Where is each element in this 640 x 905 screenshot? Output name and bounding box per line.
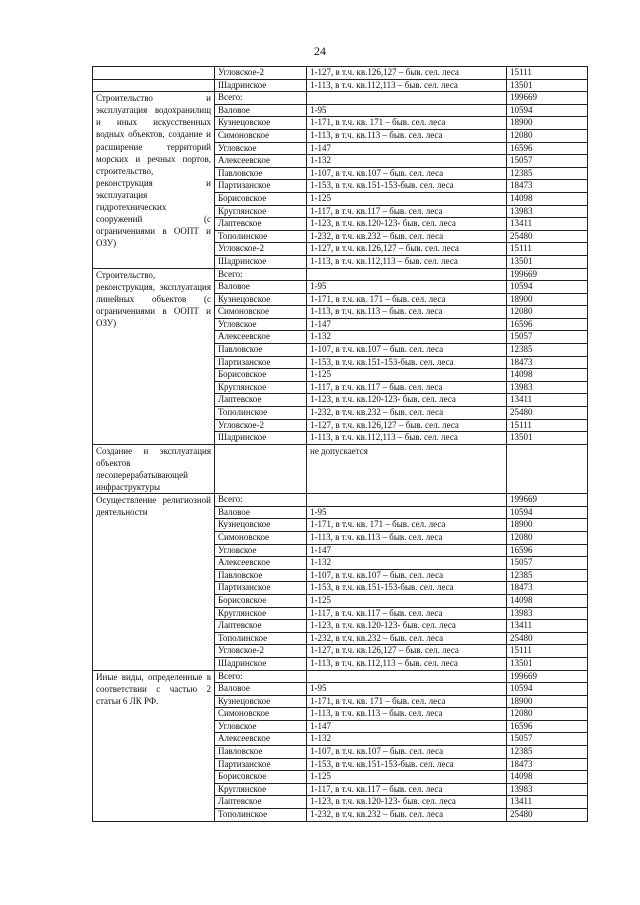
forestry-cell: Круглянское: [215, 607, 307, 620]
area-cell: 18473: [507, 356, 588, 369]
quarters-cell: 1-147: [307, 318, 507, 331]
activity-cell: Строительство и эксплуатация водохранилищ и иных искусственных водных объектов, создание и расширение территорий морских и речных портов, строительство, реконструкция и эксплуатация гидротехнических сооружений (с ограничениями в ООПТ и ОЗУ): [93, 92, 215, 268]
quarters-cell: 1-107, в т.ч. кв.107 – быв. сел. леса: [307, 344, 507, 357]
quarters-cell: 1-127, в т.ч. кв.126,127 – быв. сел. леса: [307, 243, 507, 256]
forestry-cell: Тополинское: [215, 407, 307, 420]
quarters-cell: 1-153, в т.ч. кв.151-153-быв. сел. леса: [307, 180, 507, 193]
forestry-cell: Павловское: [215, 167, 307, 180]
area-cell: 15111: [507, 419, 588, 432]
table-row: [93, 79, 588, 92]
area-cell: 18473: [507, 180, 588, 193]
forestry-cell: Алексеевское: [215, 155, 307, 168]
forestry-cell: Угловское-2: [215, 243, 307, 256]
quarters-cell: 1-232, в т.ч. кв.232 – быв. сел. леса: [307, 809, 507, 822]
forestry-cell: Шадринское: [215, 657, 307, 670]
forestry-cell: Угловское: [215, 142, 307, 155]
forestry-cell: Партизанское: [215, 758, 307, 771]
quarters-cell: 1-117, в т.ч. кв.117 – быв. сел. леса: [307, 607, 507, 620]
forestry-cell: Лаптевское: [215, 796, 307, 809]
forestry-cell: Тополинское: [215, 632, 307, 645]
forestry-cell: Алексеевское: [215, 557, 307, 570]
area-cell: 10594: [507, 683, 588, 696]
quarters-cell: 1-153, в т.ч. кв.151-153-быв. сел. леса: [307, 758, 507, 771]
forestry-cell: Павловское: [215, 344, 307, 357]
area-cell: 199669: [507, 670, 588, 683]
quarters-cell: 1-171, в т.ч. кв. 171 – быв. сел. леса: [307, 695, 507, 708]
quarters-cell: 1-132: [307, 557, 507, 570]
area-cell: 13411: [507, 394, 588, 407]
activity-cell: Иные виды, определенные в соответствии с частью 2 статьи 6 ЛК РФ.: [93, 670, 215, 821]
area-cell: 15111: [507, 67, 588, 80]
quarters-cell: 1-95: [307, 104, 507, 117]
forestry-cell: Симоновское: [215, 708, 307, 721]
quarters-cell: [307, 92, 507, 105]
area-cell: 16596: [507, 318, 588, 331]
forestry-cell: Кузнецовское: [215, 117, 307, 130]
area-cell: 13501: [507, 432, 588, 445]
quarters-cell: 1-117, в т.ч. кв.117 – быв. сел. леса: [307, 381, 507, 394]
area-cell: 13501: [507, 657, 588, 670]
area-cell: 15057: [507, 331, 588, 344]
area-cell: 16596: [507, 544, 588, 557]
forest-use-table: [92, 66, 588, 822]
area-cell: 15111: [507, 645, 588, 658]
quarters-cell: 1-107, в т.ч. кв.107 – быв. сел. леса: [307, 167, 507, 180]
area-cell: 12080: [507, 531, 588, 544]
forestry-cell: Угловское-2: [215, 645, 307, 658]
area-cell: 13411: [507, 218, 588, 231]
area-cell: 13983: [507, 783, 588, 796]
forestry-cell: Симоновское: [215, 531, 307, 544]
area-cell: 15057: [507, 733, 588, 746]
area-cell: 15111: [507, 243, 588, 256]
forestry-cell: Валовое: [215, 506, 307, 519]
area-cell: 12385: [507, 344, 588, 357]
area-cell: 12385: [507, 569, 588, 582]
forestry-cell: [215, 444, 307, 493]
forestry-cell: Круглянское: [215, 783, 307, 796]
forestry-cell: Всего:: [215, 92, 307, 105]
area-cell: 10594: [507, 506, 588, 519]
quarters-cell: 1-123, в т.ч. кв.120-123- быв. сел. леса: [307, 620, 507, 633]
forestry-cell: Шадринское: [215, 432, 307, 445]
area-cell: 13983: [507, 607, 588, 620]
area-cell: 13983: [507, 381, 588, 394]
quarters-cell: 1-171, в т.ч. кв. 171 – быв. сел. леса: [307, 117, 507, 130]
area-cell: 25480: [507, 230, 588, 243]
quarters-cell: 1-147: [307, 142, 507, 155]
forestry-cell: Шадринское: [215, 79, 307, 92]
quarters-cell: 1-125: [307, 594, 507, 607]
forestry-cell: Угловское-2: [215, 419, 307, 432]
forestry-cell: Угловское-2: [215, 67, 307, 80]
forestry-cell: Кузнецовское: [215, 695, 307, 708]
activity-cell: Осуществление религиозной деятельности: [93, 494, 215, 670]
forestry-cell: Кузнецовское: [215, 519, 307, 532]
forestry-cell: Круглянское: [215, 381, 307, 394]
page-number: 24: [314, 44, 326, 58]
quarters-cell: 1-127, в т.ч. кв.126,127 – быв. сел. леса: [307, 645, 507, 658]
forestry-cell: Алексеевское: [215, 733, 307, 746]
quarters-cell: 1-147: [307, 544, 507, 557]
area-cell: 10594: [507, 281, 588, 294]
forestry-cell: Угловское: [215, 720, 307, 733]
table-body: [93, 67, 588, 822]
forestry-cell: Валовое: [215, 683, 307, 696]
quarters-cell: 1-113, в т.ч. кв.112,113 – быв. сел. леса: [307, 657, 507, 670]
area-cell: 12080: [507, 708, 588, 721]
forestry-cell: Лаптевское: [215, 394, 307, 407]
table-row: [93, 67, 588, 80]
quarters-cell: [307, 494, 507, 507]
area-cell: 18900: [507, 695, 588, 708]
quarters-cell: [307, 268, 507, 281]
quarters-cell: 1-127, в т.ч. кв.126,127 – быв. сел. леса: [307, 419, 507, 432]
forestry-cell: Партизанское: [215, 356, 307, 369]
area-cell: 12385: [507, 746, 588, 759]
forestry-cell: Шадринское: [215, 255, 307, 268]
quarters-cell: 1-125: [307, 369, 507, 382]
quarters-cell: 1-113, в т.ч. кв.112,113 – быв. сел. леса: [307, 432, 507, 445]
quarters-cell: 1-95: [307, 281, 507, 294]
area-cell: 13501: [507, 255, 588, 268]
quarters-cell: 1-123, в т.ч. кв.120-123- быв. сел. леса: [307, 796, 507, 809]
area-cell: 15057: [507, 557, 588, 570]
quarters-cell: 1-125: [307, 192, 507, 205]
forestry-cell: Павловское: [215, 569, 307, 582]
table-row: [93, 494, 588, 507]
quarters-cell: 1-113, в т.ч. кв.113 – быв. сел. леса: [307, 708, 507, 721]
quarters-cell: 1-171, в т.ч. кв. 171 – быв. сел. леса: [307, 293, 507, 306]
quarters-cell: 1-107, в т.ч. кв.107 – быв. сел. леса: [307, 746, 507, 759]
quarters-cell: 1-113, в т.ч. кв.113 – быв. сел. леса: [307, 531, 507, 544]
area-cell: 199669: [507, 494, 588, 507]
area-cell: 18900: [507, 293, 588, 306]
area-cell: 14098: [507, 192, 588, 205]
activity-cell: Создание и эксплуатация объектов лесоперерабатывающей инфраструктуры: [93, 444, 215, 493]
area-cell: 18900: [507, 117, 588, 130]
area-cell: 18473: [507, 582, 588, 595]
area-cell: 25480: [507, 809, 588, 822]
quarters-cell: 1-171, в т.ч. кв. 171 – быв. сел. леса: [307, 519, 507, 532]
area-cell: 13501: [507, 79, 588, 92]
area-cell: 15057: [507, 155, 588, 168]
quarters-cell: 1-132: [307, 331, 507, 344]
quarters-cell: 1-113, в т.ч. кв.113 – быв. сел. леса: [307, 306, 507, 319]
forestry-cell: Борисовское: [215, 192, 307, 205]
area-cell: 13983: [507, 205, 588, 218]
quarters-cell: 1-125: [307, 771, 507, 784]
area-cell: 10594: [507, 104, 588, 117]
forestry-cell: Алексеевское: [215, 331, 307, 344]
area-cell: 13411: [507, 620, 588, 633]
quarters-cell: 1-113, в т.ч. кв.113 – быв. сел. леса: [307, 129, 507, 142]
area-cell: 199669: [507, 268, 588, 281]
table-row: [93, 268, 588, 281]
area-cell: 18900: [507, 519, 588, 532]
quarters-cell: 1-117, в т.ч. кв.117 – быв. сел. леса: [307, 205, 507, 218]
quarters-cell: 1-123, в т.ч. кв.120-123- быв. сел. леса: [307, 218, 507, 231]
area-cell: 14098: [507, 771, 588, 784]
table-row: [93, 444, 588, 493]
quarters-cell: 1-113, в т.ч. кв.112,113 – быв. сел. леса: [307, 79, 507, 92]
forestry-cell: Симоновское: [215, 306, 307, 319]
forestry-cell: Валовое: [215, 281, 307, 294]
area-cell: 25480: [507, 632, 588, 645]
quarters-cell: 1-113, в т.ч. кв.112,113 – быв. сел. леса: [307, 255, 507, 268]
forestry-cell: Кузнецовское: [215, 293, 307, 306]
forestry-cell: Партизанское: [215, 582, 307, 595]
area-cell: 25480: [507, 407, 588, 420]
forestry-cell: Борисовское: [215, 369, 307, 382]
forestry-cell: Круглянское: [215, 205, 307, 218]
quarters-cell: 1-232, в т.ч. кв.232 – быв. сел. леса: [307, 632, 507, 645]
forestry-cell: Партизанское: [215, 180, 307, 193]
quarters-cell: 1-95: [307, 683, 507, 696]
quarters-cell: 1-232, в т.ч. кв.232 – быв. сел. леса: [307, 407, 507, 420]
area-cell: 16596: [507, 142, 588, 155]
area-cell: 199669: [507, 92, 588, 105]
forestry-cell: Угловское: [215, 544, 307, 557]
forestry-cell: Борисовское: [215, 594, 307, 607]
quarters-cell: 1-132: [307, 733, 507, 746]
quarters-cell: 1-153, в т.ч. кв.151-153-быв. сел. леса: [307, 582, 507, 595]
forestry-cell: Тополинское: [215, 230, 307, 243]
quarters-cell: 1-147: [307, 720, 507, 733]
forestry-cell: Лаптевское: [215, 218, 307, 231]
area-cell: [507, 444, 588, 493]
forestry-cell: Тополинское: [215, 809, 307, 822]
forestry-cell: Всего:: [215, 268, 307, 281]
quarters-cell: 1-127, в т.ч. кв.126,127 – быв. сел. леса: [307, 67, 507, 80]
activity-cell: [93, 79, 215, 92]
quarters-cell: 1-123, в т.ч. кв.120-123- быв. сел. леса: [307, 394, 507, 407]
forestry-cell: Симоновское: [215, 129, 307, 142]
area-cell: 14098: [507, 369, 588, 382]
area-cell: 12385: [507, 167, 588, 180]
forestry-cell: Лаптевское: [215, 620, 307, 633]
forestry-cell: Борисовское: [215, 771, 307, 784]
area-cell: 12080: [507, 129, 588, 142]
forestry-cell: Павловское: [215, 746, 307, 759]
forestry-cell: Всего:: [215, 494, 307, 507]
activity-cell: [93, 67, 215, 80]
activity-cell: Строительство, реконструкция, эксплуатация линейных объектов (с ограничениями в ООПТ и ОЗУ): [93, 268, 215, 444]
quarters-cell: [307, 670, 507, 683]
forestry-cell: Всего:: [215, 670, 307, 683]
area-cell: 16596: [507, 720, 588, 733]
forestry-cell: Угловское: [215, 318, 307, 331]
table-row: [93, 670, 588, 683]
quarters-cell: 1-117, в т.ч. кв.117 – быв. сел. леса: [307, 783, 507, 796]
quarters-cell: 1-95: [307, 506, 507, 519]
quarters-cell: 1-107, в т.ч. кв.107 – быв. сел. леса: [307, 569, 507, 582]
area-cell: 14098: [507, 594, 588, 607]
quarters-cell: 1-132: [307, 155, 507, 168]
area-cell: 18473: [507, 758, 588, 771]
quarters-cell: не допускается: [307, 444, 507, 493]
area-cell: 12080: [507, 306, 588, 319]
area-cell: 13411: [507, 796, 588, 809]
quarters-cell: 1-232, в т.ч. кв.232 – быв. сел. леса: [307, 230, 507, 243]
forestry-cell: Валовое: [215, 104, 307, 117]
quarters-cell: 1-153, в т.ч. кв.151-153-быв. сел. леса: [307, 356, 507, 369]
table-row: [93, 92, 588, 105]
